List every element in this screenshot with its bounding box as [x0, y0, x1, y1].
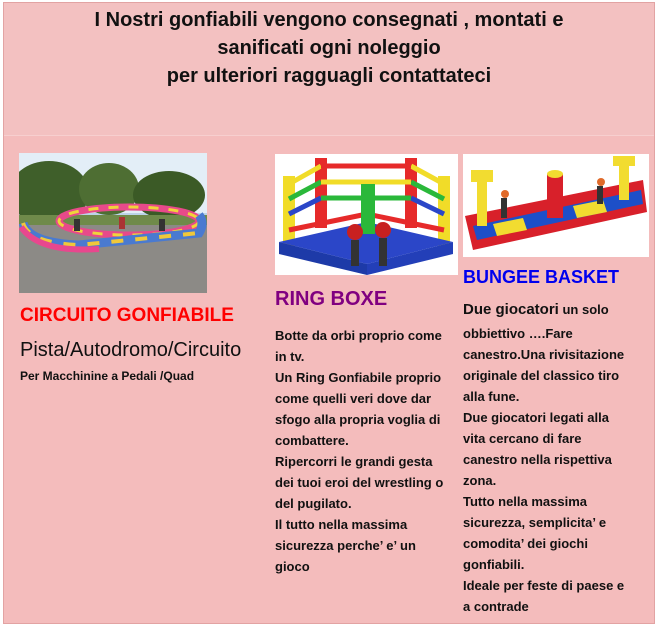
ring-boxe-line: Botte da orbi proprio come — [275, 328, 442, 343]
bungee-basket-line: canestro.Una rivisitazione — [463, 347, 625, 362]
ring-boxe-line: come quelli veri dove dar — [275, 391, 432, 406]
circuito-subtitle: Pista/Autodromo/Circuito — [20, 339, 242, 361]
bungee-basket-lead-rest: un solo — [558, 302, 609, 317]
ring-boxe-title: RING BOXE — [275, 288, 388, 310]
bungee-basket-line: gonfiabili. — [463, 557, 525, 572]
circuito-description: Per Macchinine a Pedali /Quad — [20, 369, 195, 383]
ring-boxe-line: in tv. — [275, 349, 305, 364]
ring-boxe-line: gioco — [275, 559, 310, 574]
header-line-2: sanificati ogni noleggio — [217, 37, 441, 59]
bungee-basket-line: Tutto nella massima — [463, 494, 588, 509]
ring-boxe-line: del pugilato. — [275, 496, 352, 511]
ring-boxe-line: sfogo alla propria voglia di — [275, 412, 441, 427]
ring-boxe-line: Il tutto nella massima — [275, 517, 408, 532]
bungee-basket-line: Ideale per feste di paese e — [463, 578, 625, 593]
bungee-basket-line: canestro nella rispettiva — [463, 452, 612, 467]
bungee-basket-lead — [463, 299, 624, 323]
bungee-basket-line: alla fune. — [463, 389, 520, 404]
bungee-basket-image — [463, 154, 649, 257]
bungee-basket-lead-bold: Due giocatori — [463, 301, 559, 318]
header-banner — [4, 3, 654, 136]
ring-boxe-line: Un Ring Gonfiabile proprio — [275, 370, 442, 385]
header-line-3: per ulteriori ragguagli contattateci — [166, 65, 492, 87]
bungee-basket-line: sicurezza, semplicita’ e — [463, 515, 607, 530]
ring-boxe-image — [275, 154, 458, 275]
ring-boxe-line: dei tuoi eroi del wrestling o — [275, 475, 444, 490]
bungee-basket-line: obbiettivo ….Fare — [463, 326, 573, 341]
page-panel — [3, 2, 655, 624]
header-line-1: I Nostri gonfiabili vengono consegnati , montati e — [94, 9, 564, 31]
ring-boxe-line: combattere. — [275, 433, 349, 448]
bungee-basket-line: originale del classico tiro — [463, 368, 620, 383]
bungee-basket-line: comodita’ dei giochi — [463, 536, 588, 551]
ring-boxe-line: sicurezza perche’ e’ un — [275, 538, 416, 553]
bungee-basket-line: a contrade — [463, 599, 529, 614]
bungee-basket-line: Due giocatori legati alla — [463, 410, 609, 425]
bungee-basket-description — [463, 299, 624, 617]
ring-boxe-description — [275, 325, 443, 577]
bungee-basket-title: BUNGEE BASKET — [463, 267, 620, 287]
bungee-basket-line: vita cercano di fare — [463, 431, 582, 446]
ring-boxe-line: Ripercorri le grandi gesta — [275, 454, 433, 469]
bungee-basket-line: zona. — [463, 473, 497, 488]
circuito-image — [19, 153, 207, 293]
circuito-title: CIRCUITO GONFIABILE — [20, 305, 234, 326]
